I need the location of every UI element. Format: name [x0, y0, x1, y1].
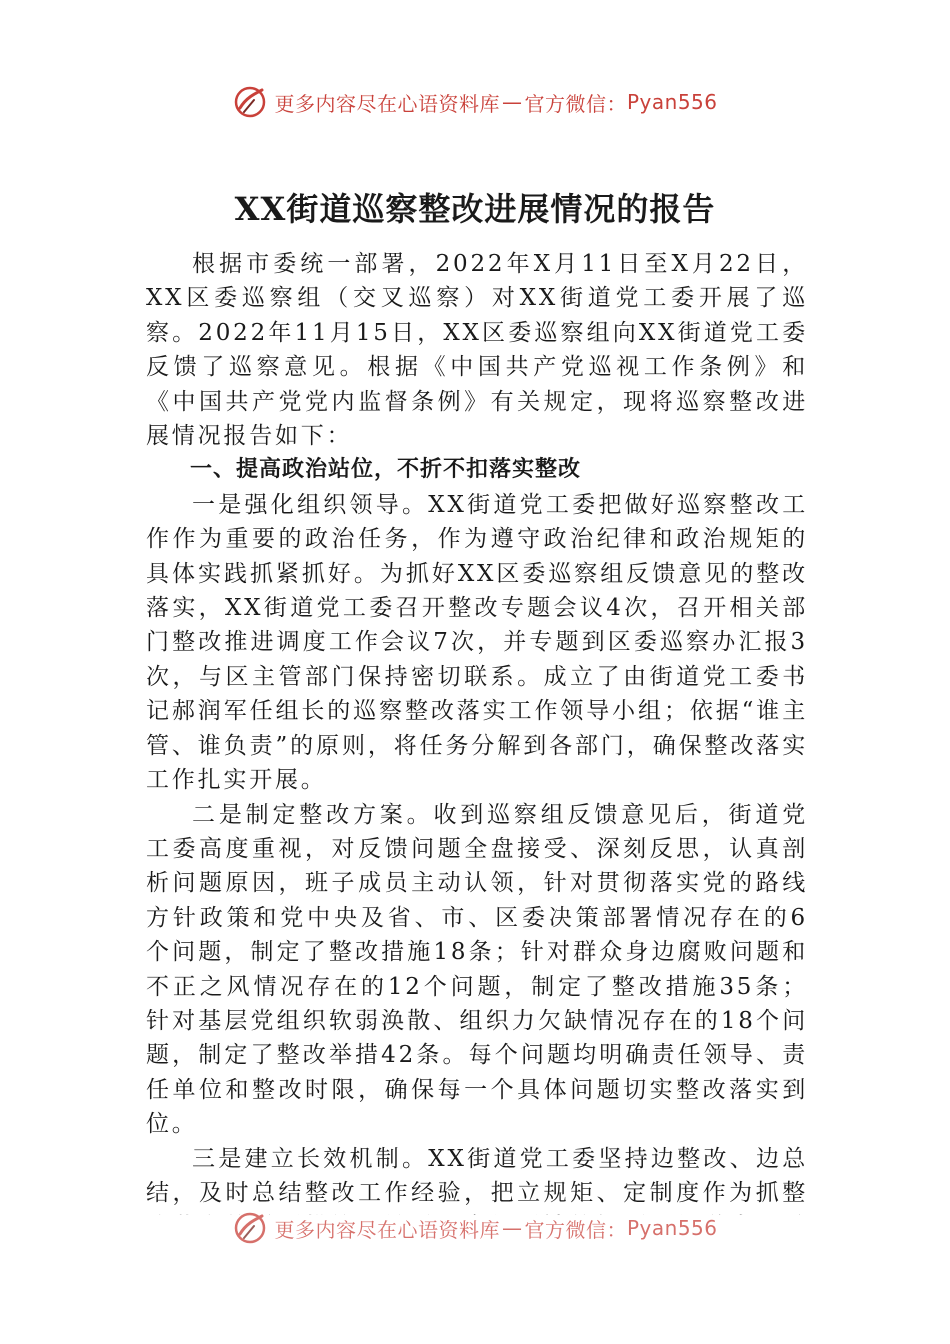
- watermark-footer: [0, 1208, 950, 1248]
- watermark-brand: 更多内容尽在心语资料库: [274, 91, 500, 116]
- paragraph-mechanism: 三是建立长效机制。XX街道党工委坚持边整改、边总结，及时总结整改工作经验，把立规矩、定制度作为抓整: [146, 1145, 808, 1206]
- watermark-header: [0, 82, 950, 122]
- watermark-wechat-label: 官方微信：: [524, 91, 627, 116]
- watermark-wechat-label: 官方微信：: [524, 1217, 627, 1242]
- section-heading: 一、提高政治站位，不折不扣落实整改: [190, 457, 582, 483]
- page-title: XX街道巡察整改进展情况的报告: [234, 190, 716, 228]
- document-body: [146, 247, 808, 1215]
- watermark-separator: —: [501, 1216, 523, 1240]
- paragraph-organization: 一是强化组织领导。XX街道党工委把做好巡察整改工作作为重要的政治任务，作为遵守政治纪律和政治规矩的具体实践抓紧抓好。为抓好XX区委巡察组反馈意见的整改落实，XX街道党工委召开整改专题会议4次，召开相关部门整改推进调度工作会议7次，并专题到区委巡察办汇报3次，与区主管部门保持密切联系。成立了由街道党工委书记郝润军任组长的巡察整改落实工作领导小组；依据“谁主管、谁负责”的原则，将任务分解到各部门，确保整改落实工作扎实开展。: [146, 491, 808, 794]
- watermark-wechat-id: Pyan556: [626, 90, 718, 114]
- brand-logo-icon: [232, 1210, 268, 1246]
- intro-paragraph: 根据市委统一部署，2022年X月11日至X月22日，XX区委巡察组（交叉巡察）对XX街道党工委开展了巡察。2022年11月15日，XX区委巡察组向XX街道党工委反馈了巡察意见。根据《中国共产党巡视工作条例》和《中国共产党党内监督条例》有关规定，现将巡察整改进展情况报告如下：: [146, 251, 808, 450]
- paragraph-plan: 二是制定整改方案。收到巡察组反馈意见后，街道党工委高度重视，对反馈问题全盘接受、深刻反思，认真剖析问题原因，班子成员主动认领，针对贯彻落实党的路线方针政策和党中央及省、市、区委决策部署情况存在的6个问题，制定了整改措施18条；针对群众身边腐败问题和不正之风情况存在的12个问题，制定了整改措施35条；针对基层党组织软弱涣散、组织力欠缺情况存在的18个问题，制定了整改举措42条。每个问题均明确责任领导、责任单位和整改时限，确保每一个具体问题切实整改落实到位。: [146, 801, 808, 1138]
- watermark-brand: 更多内容尽在心语资料库: [274, 1217, 500, 1242]
- watermark-separator: —: [501, 90, 523, 114]
- brand-logo-icon: [232, 84, 268, 120]
- watermark-wechat-id: Pyan556: [626, 1216, 718, 1240]
